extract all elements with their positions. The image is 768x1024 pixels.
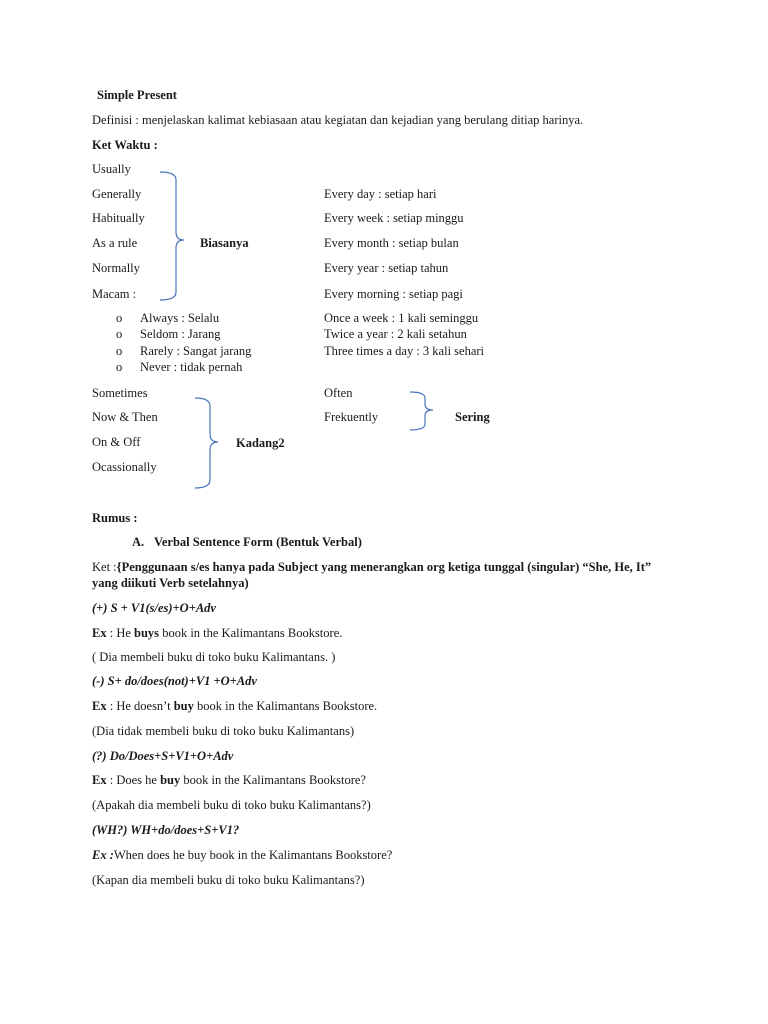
adverb-usually: Usually — [92, 162, 131, 176]
adverb-habitually: Habitually — [92, 211, 145, 225]
definition-text: Definisi : menjelaskan kalimat kebiasaan atau kegiatan dan kejadian yang berulang ditiap harinya. — [92, 113, 584, 127]
adverb-normally: Normally — [92, 261, 140, 275]
every-year-item: Every year : setiap tahun — [324, 261, 449, 275]
every-morning-item: Every morning : setiap pagi — [324, 287, 463, 301]
ex-verb: buy — [173, 699, 194, 713]
section-marker: A. — [132, 535, 145, 549]
formula-negative: (-) S+ do/does(not)+V1 +O+Adv — [92, 674, 257, 688]
example-wh-question — [92, 848, 392, 862]
adverb-frekuently: Frekuently — [324, 410, 379, 424]
bullet-marker: o — [116, 311, 123, 325]
example-question — [92, 773, 366, 787]
ex-pre: : He doesn’t — [106, 699, 174, 713]
translation-negative: (Dia tidak membeli buku di toko buku Kalimantans) — [92, 724, 355, 738]
ex-post: book in the Kalimantans Bookstore. — [159, 626, 343, 640]
bullet-text: Always : Selalu — [140, 311, 220, 325]
ex-pre: : He — [106, 626, 135, 640]
formula-positive: (+) S + V1(s/es)+O+Adv — [92, 601, 216, 615]
ex-pre: : Does he — [106, 773, 161, 787]
ex-label: Ex : — [92, 848, 114, 862]
translation-wh-question: (Kapan dia membeli buku di toko buku Kalimantans?) — [92, 873, 365, 887]
formula-wh-question: (WH?) WH+do/does+S+V1? — [92, 823, 240, 837]
every-day-item: Every day : setiap hari — [324, 187, 437, 201]
example-negative — [92, 699, 377, 713]
ex-pre: When does he buy book in the Kalimantans Bookstore? — [113, 848, 393, 862]
rumus-heading: Rumus : — [92, 511, 138, 525]
every-month-item: Every month : setiap bulan — [324, 236, 459, 250]
three-times-a-day-item: Three times a day : 3 kali sehari — [324, 344, 485, 358]
bullet-text: Seldom : Jarang — [140, 327, 221, 341]
adverb-generally: Generally — [92, 187, 142, 201]
ex-post: book in the Kalimantans Bookstore? — [180, 773, 366, 787]
adverb-now-and-then: Now & Then — [92, 410, 158, 424]
ex-label: Ex — [92, 773, 107, 787]
bullet-text: Never : tidak pernah — [140, 360, 243, 374]
macam-label: Macam : — [92, 287, 137, 301]
ex-label: Ex — [92, 626, 107, 640]
adverb-on-and-off: On & Off — [92, 435, 141, 449]
kadang-label: Kadang2 — [236, 436, 285, 450]
ket-note-line2: yang diikuti Verb setelahnya) — [92, 576, 249, 590]
ex-verb: buy — [160, 773, 181, 787]
section-title: Verbal Sentence Form (Bentuk Verbal) — [154, 535, 362, 549]
once-a-week-item: Once a week : 1 kali seminggu — [324, 311, 479, 325]
ex-post: book in the Kalimantans Bookstore. — [193, 699, 378, 713]
sering-label: Sering — [455, 410, 490, 424]
bullet-marker: o — [116, 327, 123, 341]
ket-note-text: {Penggunaan s/es hanya pada Subject yang menerangkan org ketiga tunggal (singular) “She, He, It” — [116, 560, 652, 574]
every-week-item: Every week : setiap minggu — [324, 211, 464, 225]
formula-question: (?) Do/Does+S+V1+O+Adv — [92, 749, 234, 763]
adverb-often: Often — [324, 386, 353, 400]
translation-positive: ( Dia membeli buku di toko buku Kalimantans. ) — [92, 650, 336, 664]
translation-question: (Apakah dia membeli buku di toko buku Kalimantans?) — [92, 798, 371, 812]
bullet-marker: o — [116, 344, 123, 358]
bullet-text: Rarely : Sangat jarang — [140, 344, 252, 358]
ket-note-line1 — [92, 560, 651, 574]
ex-verb: buys — [134, 626, 160, 640]
biasanya-label: Biasanya — [200, 236, 249, 250]
ex-label: Ex — [92, 699, 107, 713]
page-title: Simple Present — [97, 88, 177, 102]
adverb-ocassionally: Ocassionally — [92, 460, 157, 474]
adverb-as-a-rule: As a rule — [92, 236, 138, 250]
section-a-heading — [132, 535, 362, 549]
twice-a-year-item: Twice a year : 2 kali setahun — [324, 327, 467, 341]
adverb-sometimes: Sometimes — [92, 386, 148, 400]
bullet-marker: o — [116, 360, 123, 374]
example-positive — [92, 626, 342, 640]
ket-waktu-heading: Ket Waktu : — [92, 138, 158, 152]
ket-note-prefix: Ket : — [92, 560, 117, 574]
